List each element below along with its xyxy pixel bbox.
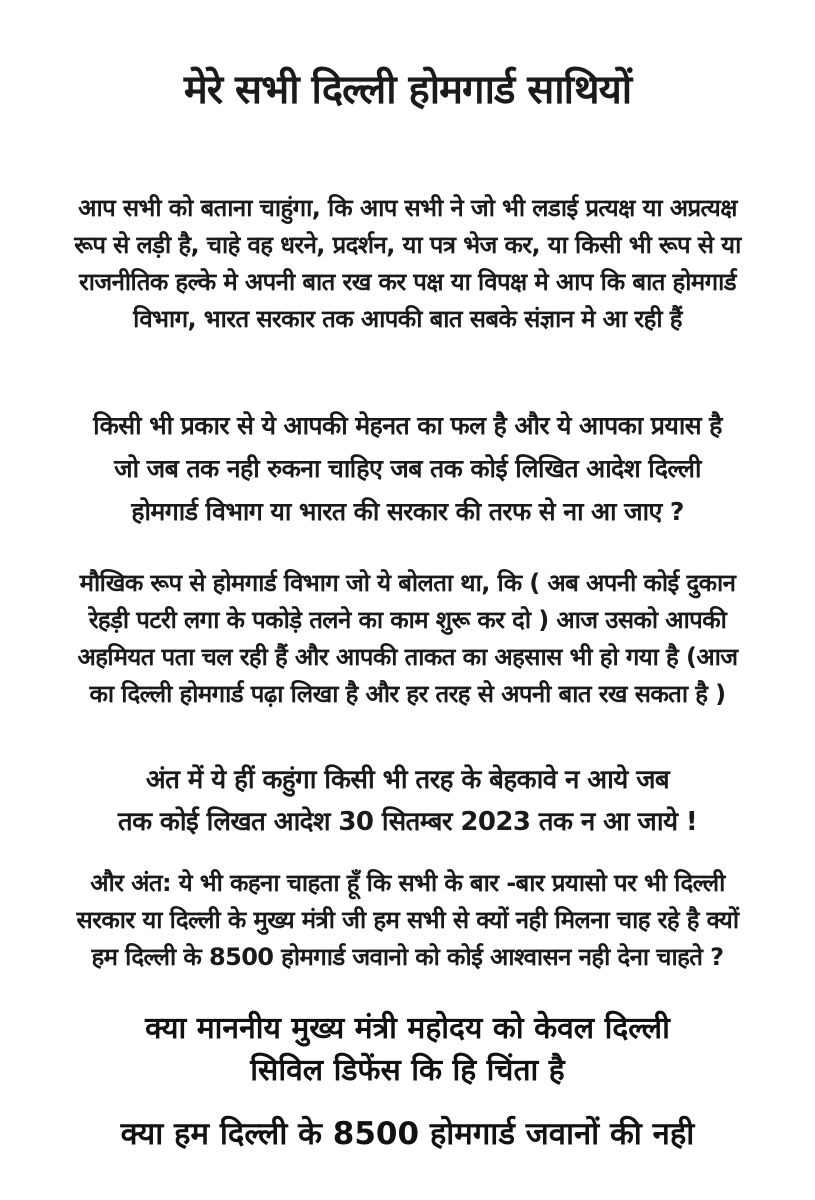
paragraph-line: का दिल्ली होमगार्ड पढ़ा लिखा है और हर तरह से अपनी बात रख सकता है ) xyxy=(89,680,726,708)
paragraph-line: जो जब तक नही रुकना चाहिए जब तक कोई लिखित आदेश दिल्ली xyxy=(114,454,701,483)
paragraph-line: रूप से लड़ी है, चाहे वह धरने, प्रदर्शन, या पत्र भेज कर, या किसी भी रूप से या xyxy=(74,231,741,259)
paragraph-2 xyxy=(22,404,793,533)
page-title: मेरे सभी दिल्ली होमगार्ड साथियों xyxy=(183,67,632,113)
closing-line-1: क्या माननीय मुख्य मंत्री महोदय को केवल दिल्ली xyxy=(145,1011,670,1046)
paragraph-line: किसी भी प्रकार से ये आपकी मेहनत का फल है और ये आपका प्रयास है xyxy=(93,411,722,440)
paragraph-line: होमगार्ड विभाग या भारत की सरकार की तरफ से ना आ जाए ? xyxy=(131,497,684,526)
paragraph-1 xyxy=(22,190,793,338)
paragraph-4 xyxy=(22,759,793,843)
paragraph-3 xyxy=(22,565,793,713)
paragraph-line: अंत में ये हीं कहुंगा किसी भी तरह के बेहकावे न आये जब xyxy=(145,765,670,795)
paragraph-line: मौखिक रूप से होमगार्ड विभाग जो ये बोलता था, कि ( अब अपनी कोई दुकान xyxy=(79,569,736,597)
paragraph-line: हम दिल्ली के 8500 होमगार्ड जवानो को कोई आश्वासन नही देना चाहते ? xyxy=(91,943,724,971)
paragraph-line: रेहड़ी पटरी लगा के पकोड़े तलने का काम शुरू कर दो ) आज उसको आपकी xyxy=(88,606,727,634)
paragraph-line: और अंत: ये भी कहना चाहता हूँ कि सभी के बार -बार प्रयासो पर भी दिल्ली xyxy=(90,869,725,897)
paragraph-line: राजनीतिक हल्के मे अपनी बात रख कर पक्ष या विपक्ष मे आप कि बात होमगार्ड xyxy=(78,268,737,296)
paragraph-5 xyxy=(22,865,793,976)
closing-line-2: सिविल डिफेंस कि हि चिंता है xyxy=(250,1053,565,1088)
closing-line-3: क्या हम दिल्ली के 8500 होमगार्ड जवानों की नही xyxy=(120,1116,695,1152)
paragraph-line: सरकार या दिल्ली के मुख्य मंत्री जी हम सभी से क्यों नही मिलना चाह रहे है क्यों xyxy=(76,906,739,934)
paragraph-line: विभाग, भारत सरकार तक आपकी बात सबके संज्ञान मे आ रही हैं xyxy=(133,305,682,333)
paragraph-line: आप सभी को बताना चाहुंगा, कि आप सभी ने जो भी लडाई प्रत्यक्ष या अप्रत्यक्ष xyxy=(78,194,737,222)
paragraph-line: तक कोई लिखत आदेश 30 सितम्बर 2023 तक न आ जाये ! xyxy=(117,807,698,837)
paragraph-line: अहमियत पता चल रही हैं और आपकी ताकत का अहसास भी हो गया है (आज xyxy=(77,643,738,671)
